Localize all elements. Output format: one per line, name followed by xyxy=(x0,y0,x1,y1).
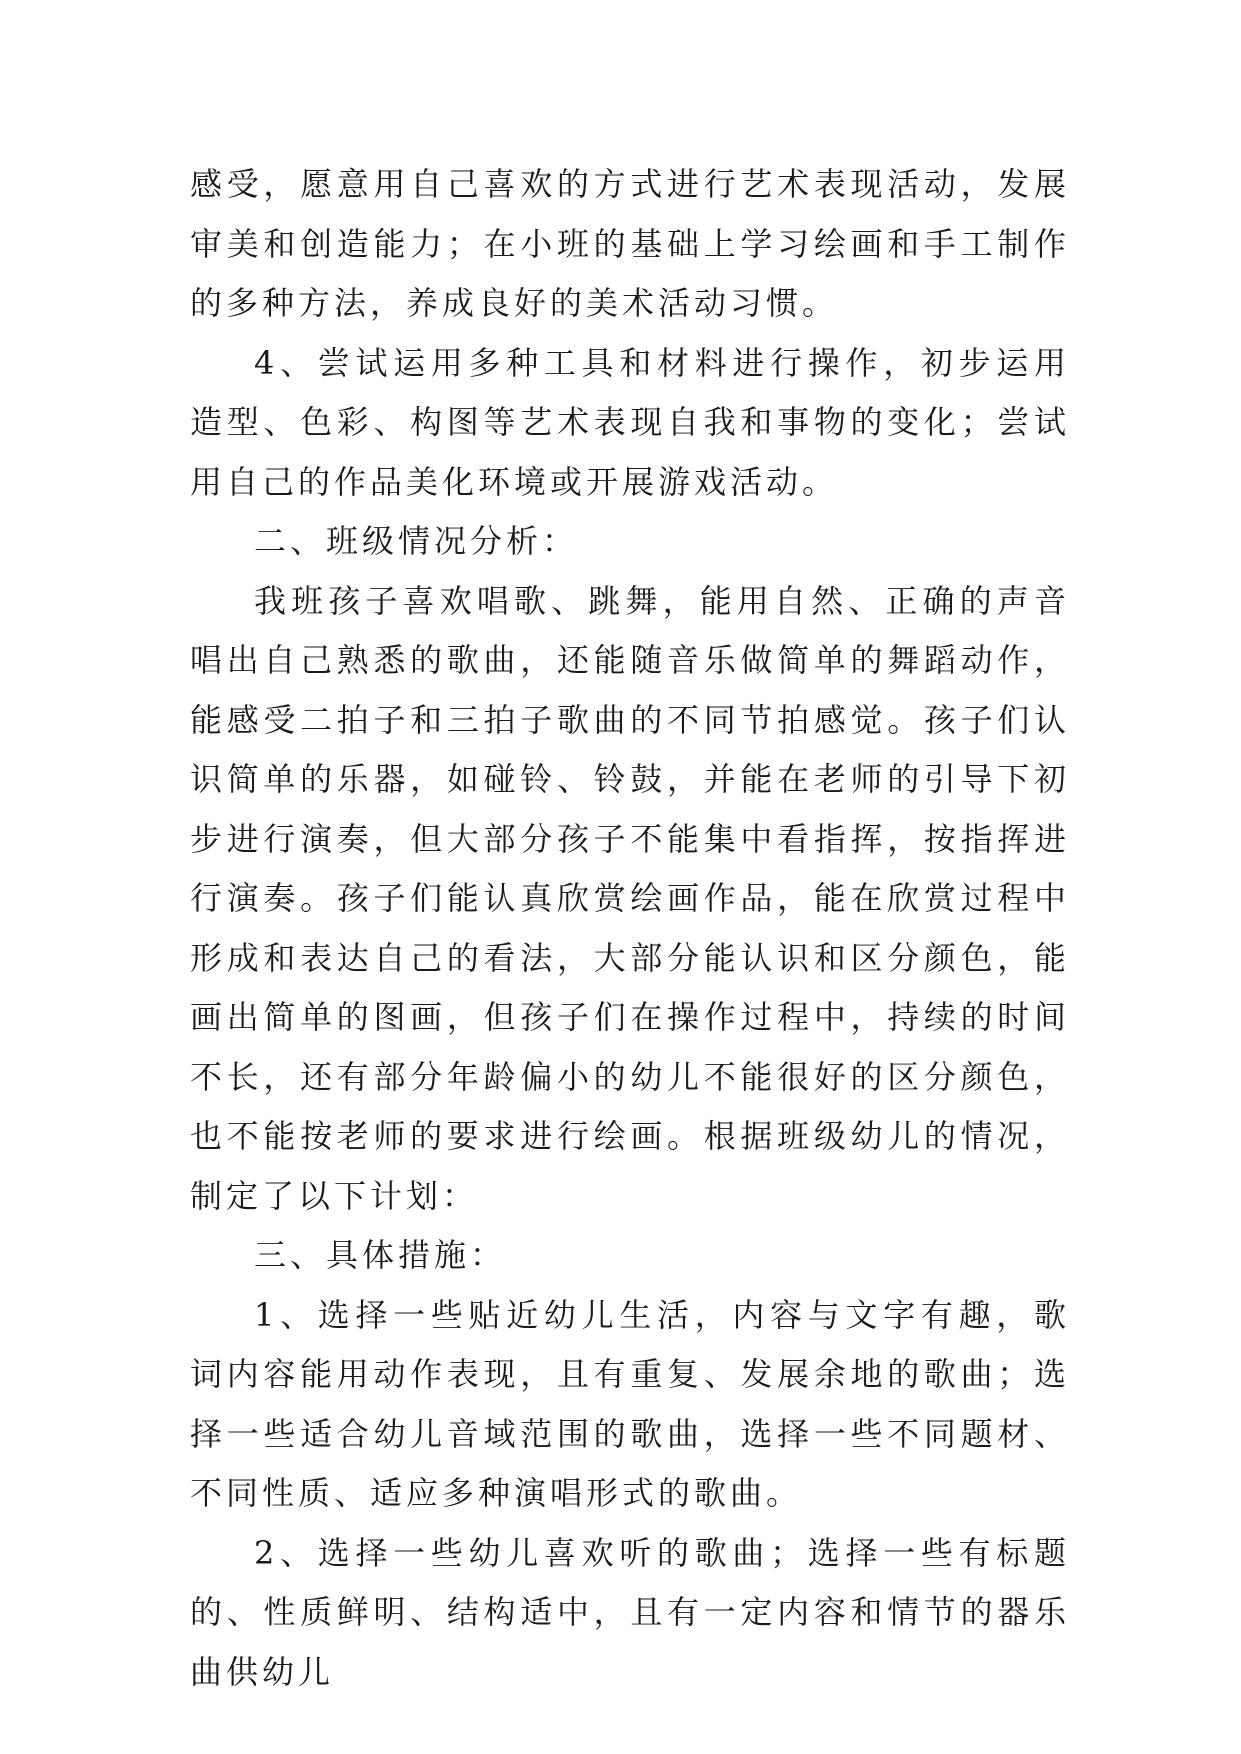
document-body xyxy=(190,155,1070,1702)
paragraph-measure-1: 1、选择一些贴近幼儿生活，内容与文字有趣，歌词内容能用动作表现，且有重复、发展余地的歌曲；选择一些适合幼儿音域范围的歌曲，选择一些不同题材、不同性质、适应多种演唱形式的歌曲。 xyxy=(190,1295,1070,1512)
paragraph-class-analysis: 我班孩子喜欢唱歌、跳舞，能用自然、正确的声音唱出自己熟悉的歌曲，还能随音乐做简单的舞蹈动作，能感受二拍子和三拍子歌曲的不同节拍感觉。孩子们认识简单的乐器，如碰铃、铃鼓，并能在老师的引导下初步进行演奏，但大部分孩子不能集中看指挥，按指挥进行演奏。孩子们能认真欣赏绘画作品，能在欣赏过程中形成和表达自己的看法，大部分能认识和区分颜色，能画出简单的图画，但孩子们在操作过程中，持续的时间不长，还有部分年龄偏小的幼儿不能很好的区分颜色，也不能按老师的要求进行绘画。根据班级幼儿的情况，制定了以下计划： xyxy=(190,581,1070,1215)
section-heading-measures: 三、具体措施： xyxy=(254,1236,507,1274)
paragraph-aesthetic-continuation: 感受，愿意用自己喜欢的方式进行艺术表现活动，发展审美和创造能力；在小班的基础上学习绘画和手工制作的多种方法，养成良好的美术活动习惯。 xyxy=(190,165,1070,322)
section-heading-class-analysis: 二、班级情况分析： xyxy=(254,522,579,560)
paragraph-goal-4: 4、尝试运用多种工具和材料进行操作，初步运用造型、色彩、构图等艺术表现自我和事物的变化；尝试用自己的作品美化环境或开展游戏活动。 xyxy=(190,343,1070,501)
paragraph-measure-2: 2、选择一些幼儿喜欢听的歌曲；选择一些有标题的、性质鲜明、结构适中，且有一定内容和情节的器乐曲供幼儿 xyxy=(190,1533,1070,1691)
